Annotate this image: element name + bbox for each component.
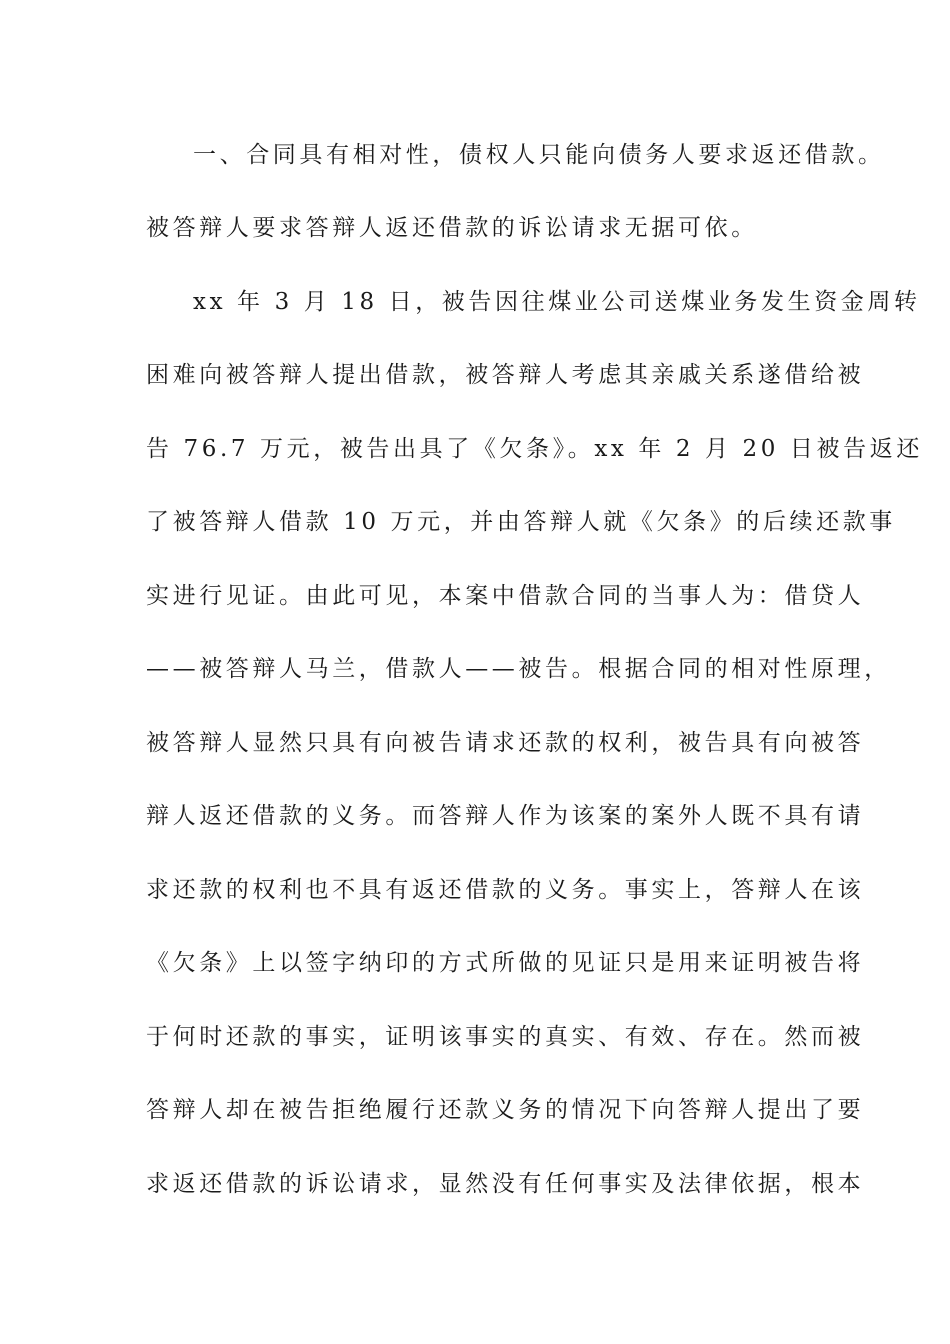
- paragraph-2-line-9: 求还款的权利也不具有返还借款的义务。事实上，答辩人在该: [146, 877, 865, 903]
- paragraph-1-line-1: 一、合同具有相对性，债权人只能向债务人要求返还借款。: [193, 142, 885, 168]
- paragraph-2-line-11: 于何时还款的事实，证明该事实的真实、有效、存在。然而被: [146, 1024, 865, 1050]
- paragraph-2-line-6: ——被答辩人马兰，借款人——被告。根据合同的相对性原理，: [146, 656, 891, 682]
- paragraph-2-line-2: 困难向被答辩人提出借款，被答辩人考虑其亲戚关系遂借给被: [146, 362, 865, 388]
- paragraph-2-line-3: 告 76.7 万元，被告出具了《欠条》。xx 年 2 月 20 日被告返还: [146, 436, 923, 462]
- paragraph-2-line-4: 了被答辩人借款 10 万元，并由答辩人就《欠条》的后续还款事: [146, 509, 896, 535]
- paragraph-2-line-7: 被答辩人显然只具有向被告请求还款的权利，被告具有向被答: [146, 730, 865, 756]
- paragraph-2-line-10: 《欠条》上以签字纳印的方式所做的见证只是用来证明被告将: [146, 950, 865, 976]
- paragraph-1-line-2: 被答辩人要求答辩人返还借款的诉讼请求无据可依。: [146, 215, 758, 241]
- paragraph-2-line-13: 求返还借款的诉讼请求，显然没有任何事实及法律依据，根本: [146, 1171, 865, 1197]
- paragraph-2-line-12: 答辩人却在被告拒绝履行还款义务的情况下向答辩人提出了要: [146, 1097, 865, 1123]
- paragraph-2-line-1: xx 年 3 月 18 日，被告因往煤业公司送煤业务发生资金周转: [193, 289, 921, 315]
- paragraph-2-line-5: 实进行见证。由此可见，本案中借款合同的当事人为：借贷人: [146, 583, 865, 609]
- paragraph-2-line-8: 辩人返还借款的义务。而答辩人作为该案的案外人既不具有请: [146, 803, 865, 829]
